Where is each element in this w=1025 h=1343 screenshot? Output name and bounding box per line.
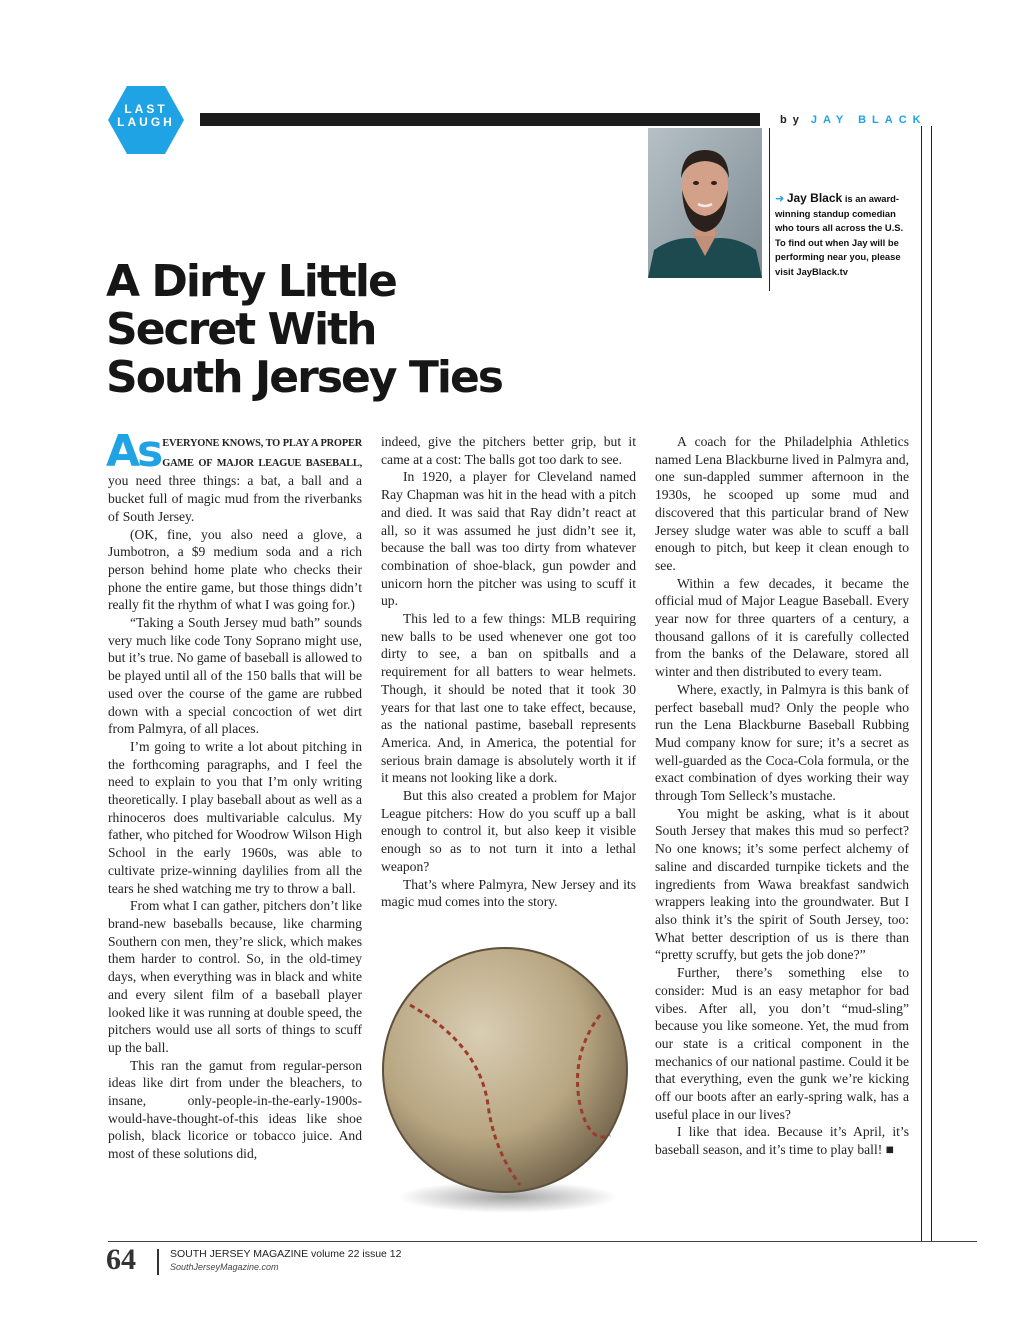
paragraph: (OK, fine, you also need a glove, a Jumbotron, a $9 medium soda and a rich person behind home plate who checks their phone the entire game, but those things didn’t really fit the rhythm of what I was going for.) — [108, 526, 362, 613]
arrow-icon: ➜ — [775, 193, 785, 205]
paragraph: Where, exactly, in Palmyra is this bank of perfect baseball mud? Only the people who run the Lena Blackburne Baseball Rubbing Mud company know for sure; it’s a secret as well-guarded as the Coca-Cola formula, or the exact combination of dyes working their way through Tom Selleck’s mustache. — [655, 681, 909, 804]
headline — [106, 258, 666, 402]
paragraph: I like that idea. Because it’s April, it’s baseball season, and it’s time to play ball! ■ — [655, 1124, 909, 1158]
paragraph: Within a few decades, it became the official mud of Major League Baseball. Every year now for three quarters of a century, a thousand gallons of it is carefully collected from the banks of the Delaware, stored all winter and then distributed to every team. — [655, 575, 909, 680]
paragraph: This led to a few things: MLB requiring new balls to be used whenever one got too dirty to see, a ban on spitballs and a requirement for all batters to wear helmets. Though, it should be noted that it took 30 years for that last one to take effect, because, as the national pastime, baseball represents America. And, in America, the potential for serious brain damage is absolutely worth it if it means not looking like a dork. — [381, 611, 636, 786]
paragraph: I’m going to write a lot about pitching in the forthcoming paragraphs, and I feel the need to explain to you that I’m only writing theoretically. I play baseball about as well as a rhinoceros does multivariable calculus. My father, who pitched for Woodrow Wilson High School in the early 1960s, was able to cultivate prize-winning daylilies from all the tears he shed watching me try to throw a ball. — [108, 738, 362, 896]
headline-line-2: Secret With — [106, 304, 376, 355]
badge-line-1: LAST — [124, 102, 168, 116]
paragraph: In 1920, a player for Cleveland named Ray Chapman was hit in the head with a pitch and died. It was said that Ray didn’t react at all, so it was assumed he just didn’t see it, because the ball was too dirty from whatever combination of shoe-black, gun powder and unicorn horn the pitcher was using to scuff it up. — [381, 469, 636, 609]
article-column-1 — [106, 426, 362, 1163]
paragraph: That’s where Palmyra, New Jersey and its magic mud comes into the story. — [381, 876, 636, 910]
website-link[interactable]: SouthJerseyMagazine.com — [170, 1262, 279, 1272]
header-rule — [200, 113, 760, 126]
footer-divider — [157, 1249, 159, 1275]
paragraph: Further, there’s something else to consider: Mud is an easy metaphor for bad vibes. After all, you don’t “mud-sling” because you like someone. Yet, the mud from our state is a critical component in the mechanics of our national pastime. Could it be that everything, even the gunk we’re kicking off our boots after an early-spring walk, has a useful place in our lives? — [655, 965, 909, 1122]
badge-line-2: LAUGH — [117, 115, 175, 129]
headline-line-3: South Jersey Ties — [106, 352, 502, 403]
margin-rule-2 — [931, 126, 932, 1242]
bio-text: is an award-winning standup comedian who tours all across the U.S. To find out when Jay will be performing near you, please visit JayBlack.tv — [775, 193, 904, 277]
headline-line-1: A Dirty Little — [106, 256, 396, 307]
drop-cap: As — [106, 426, 161, 477]
paragraph: “Taking a South Jersey mud bath” sounds very much like code Tony Soprano might use, but it’s true. No game of baseball is allowed to be played until all of the 150 balls that will be used over the course of the game are rubbed down with a special concoction of wet dirt from Palmyra, of all places. — [108, 615, 362, 737]
paragraph: You might be asking, what is it about South Jersey that makes this mud so perfect? No one knows; it’s some perfect alchemy of saline and discarded turnpike tickets and the ingredients from Wawa breakfast sandwich wrappers leaking into the groundwater. But I also think it’s the spirit of South Jersey, too: What better description of us is there than “pretty scruffy, but gets the job done?” — [655, 805, 909, 963]
footer-rule — [108, 1241, 977, 1242]
author-bio — [775, 191, 915, 279]
baseball-image — [370, 935, 640, 1220]
bio-name: Jay Black — [786, 191, 843, 205]
paragraph: A coach for the Philadelphia Athletics named Lena Blackburne lived in Palmyra and, one sun-dappled summer afternoon in the 1930s, he scooped up some mud and discovered that this particular brand of New Jersey sludge water was able to scuff a ball enough to pitch, but keep it clean enough to see. — [655, 434, 909, 573]
article-column-3 — [655, 433, 909, 1159]
section-badge-label — [108, 103, 184, 129]
margin-rule-1 — [921, 126, 922, 1242]
lead-in: EVERYONE KNOWS, TO PLAY A PROPER GAME OF MAJOR LEAGUE BASEBALL, — [162, 438, 362, 469]
author-photo — [648, 128, 762, 278]
article-column-2 — [381, 433, 636, 911]
paragraph: But this also created a problem for Major League pitchers: How do you scuff up a ball enough to control it, but also keep it visible enough so as to not turn it into a lethal weapon? — [381, 788, 636, 874]
byline — [780, 114, 927, 126]
lead-paragraph — [106, 426, 362, 526]
byline-author: JAY BLACK — [810, 114, 927, 126]
paragraph: From what I can gather, pitchers don’t like brand-new baseballs because, like charming Southern con men, they’re slick, which makes them harder to control. So, in the old-timey days, when everything was in black and white and every silent film of a baseball player looked like it was running at double speed, the pitchers would use all sorts of things to scuff up the ball. — [108, 898, 362, 1055]
byline-by: by — [780, 114, 805, 126]
page-number: 64 — [106, 1243, 136, 1276]
byline-divider — [769, 128, 770, 291]
paragraph: indeed, give the pitchers better grip, but it came at a cost: The balls got too dark to see. — [381, 434, 636, 467]
paragraph: This ran the gamut from regular-person ideas like dirt from under the bleachers, to insane, only-people-in-the-early-1900s-would-have-thought-of-this ideas like shoe polish, black licorice or tobacco juice. And most of these solutions did, — [108, 1057, 362, 1162]
publication-info: SOUTH JERSEY MAGAZINE volume 22 issue 12 — [170, 1248, 402, 1260]
lead-paragraph-text: you need three things: a bat, a ball and a bucket full of magic mud from the riverbanks of South Jersey. — [108, 473, 362, 524]
